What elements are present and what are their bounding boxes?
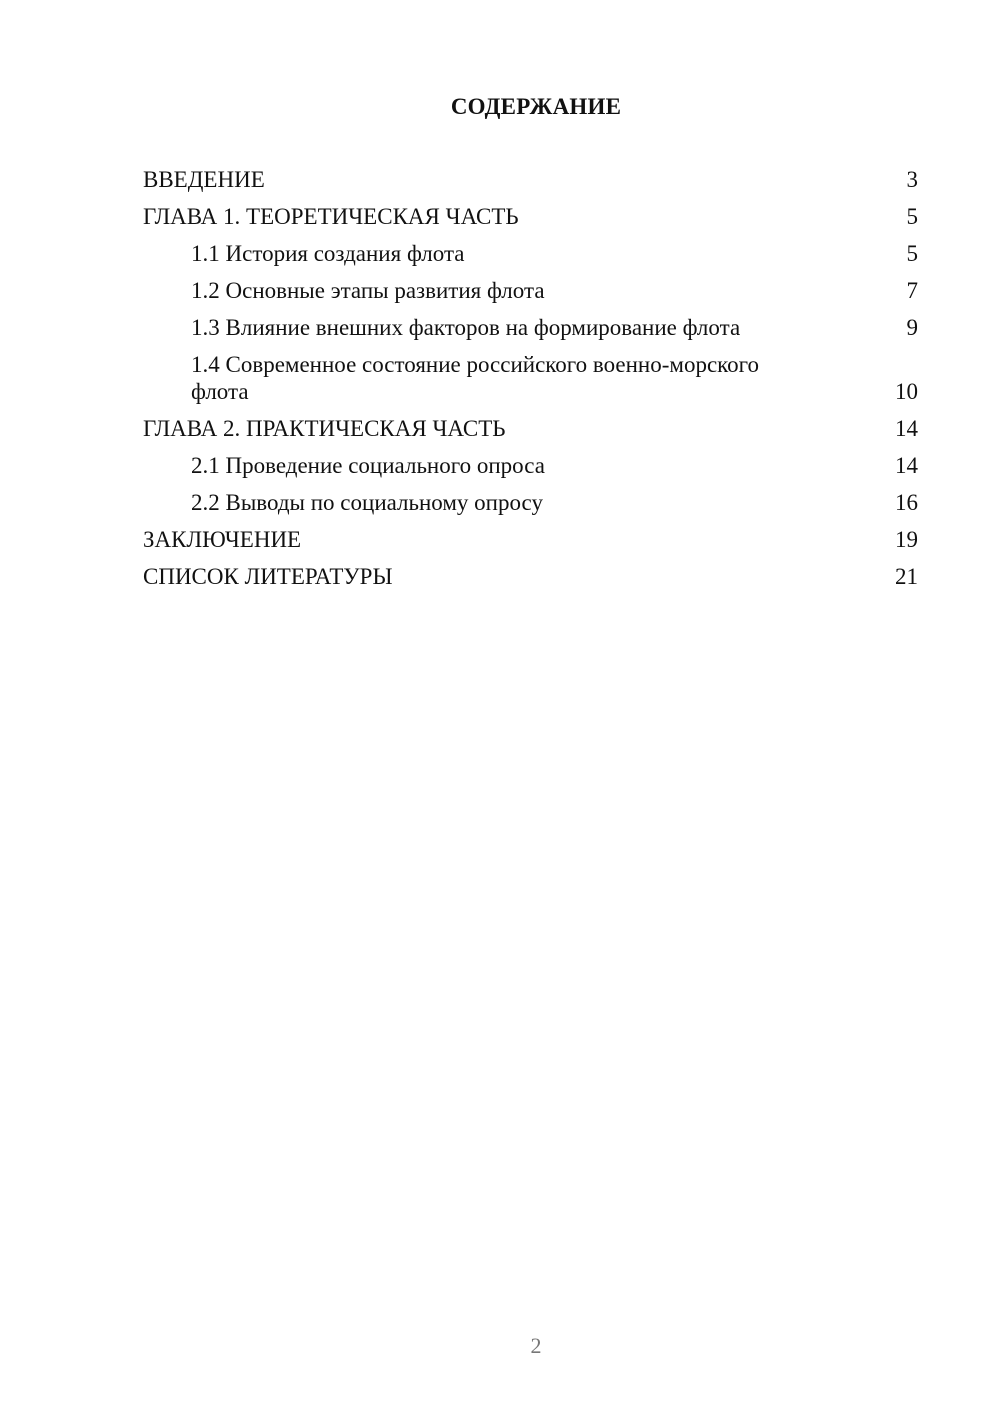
toc-entry-chapter-1[interactable] — [143, 203, 918, 230]
toc-entry-page: 21 — [895, 564, 918, 589]
toc-entry-label: 2.1 Проведение социального опроса — [191, 453, 545, 478]
toc-entry-conclusion[interactable] — [143, 526, 918, 553]
toc-entry-page: 5 — [906, 204, 918, 229]
toc-entry-section-1-3[interactable] — [143, 314, 918, 341]
page-title: СОДЕРЖАНИЕ — [450, 94, 622, 119]
toc-entry-introduction[interactable] — [143, 166, 918, 193]
toc-entry-section-1-4[interactable] — [143, 351, 918, 405]
toc-entry-label: ГЛАВА 1. ТЕОРЕТИЧЕСКАЯ ЧАСТЬ — [143, 204, 519, 229]
toc-entry-label: 1.1 История создания флота — [191, 241, 465, 266]
toc-entry-section-1-2[interactable] — [143, 277, 918, 304]
toc-entry-label: ГЛАВА 2. ПРАКТИЧЕСКАЯ ЧАСТЬ — [143, 416, 506, 441]
toc-entry-section-1-1[interactable] — [143, 240, 918, 267]
toc-entry-page: 5 — [906, 241, 918, 266]
toc-entry-page: 3 — [906, 167, 918, 192]
toc-entry-page: 9 — [906, 315, 918, 340]
toc-entry-label: СПИСОК ЛИТЕРАТУРЫ — [143, 564, 393, 589]
toc-entry-label: ВВЕДЕНИЕ — [143, 167, 265, 192]
toc-entry-label: 1.2 Основные этапы развития флота — [191, 278, 545, 303]
toc-entry-label: ЗАКЛЮЧЕНИЕ — [143, 527, 302, 552]
toc-entry-page: 10 — [895, 379, 918, 404]
toc-entry-page: 16 — [895, 490, 918, 515]
toc-entry-page: 7 — [906, 278, 918, 303]
toc-entry-chapter-2[interactable] — [143, 415, 918, 442]
page-number: 2 — [530, 1333, 542, 1358]
toc-entry-page: 19 — [895, 527, 918, 552]
toc-entry-label: 2.2 Выводы по социальному опросу — [191, 490, 543, 515]
table-of-contents — [143, 166, 918, 600]
toc-entry-label: 1.4 Современное состояние российского военно-морского флота — [191, 352, 760, 404]
toc-entry-section-2-2[interactable] — [143, 489, 918, 516]
toc-entry-section-2-1[interactable] — [143, 452, 918, 479]
toc-entry-page: 14 — [895, 453, 918, 478]
toc-entry-label: 1.3 Влияние внешних факторов на формирование флота — [191, 315, 741, 340]
toc-entry-page: 14 — [895, 416, 918, 441]
toc-entry-bibliography[interactable] — [143, 563, 918, 590]
